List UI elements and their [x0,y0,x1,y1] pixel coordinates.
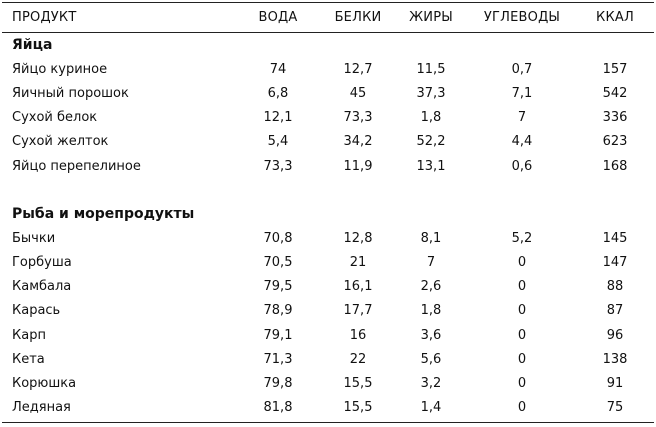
header-fat: ЖИРЫ [394,3,468,33]
product-name: Карась [12,303,61,319]
product-name: Камбала [12,279,72,295]
header-kcal: ККАЛ [576,3,654,33]
product-name: Яичный порошок [12,85,129,101]
cell-carbs: 0 [517,400,527,416]
cell-protein: 22 [349,351,367,367]
cell-fat: 2,6 [420,279,442,295]
table-body [2,33,654,420]
cell-carbs: 0 [517,303,527,319]
cell-carbs: 5,2 [511,230,533,246]
header-product: ПРОДУКТ [2,3,234,33]
cell-water: 5,4 [267,134,289,150]
cell-kcal: 147 [602,255,628,271]
cell-carbs: 0 [517,255,527,271]
table-row [2,347,654,371]
cell-protein: 17,7 [343,303,373,319]
cell-kcal: 623 [602,134,628,150]
header-carbs: УГЛЕВОДЫ [468,3,576,33]
cell-fat: 1,8 [420,303,442,319]
product-name: Яйцо перепелиное [12,158,141,174]
cell-water: 78,9 [263,303,293,319]
cell-carbs: 4,4 [511,134,533,150]
cell-carbs: 0 [517,351,527,367]
cell-fat: 1,4 [420,400,442,416]
cell-protein: 11,9 [343,158,373,174]
cell-fat: 13,1 [416,158,446,174]
cell-fat: 3,2 [420,376,442,392]
header-water: ВОДА [234,3,322,33]
table-row [2,323,654,347]
product-name: Сухой белок [12,110,98,126]
cell-water: 81,8 [263,400,293,416]
cell-kcal: 138 [602,351,628,367]
cell-water: 70,8 [263,230,293,246]
cell-protein: 73,3 [343,110,373,126]
cell-fat: 7 [426,255,436,271]
cell-protein: 15,5 [343,376,373,392]
cell-kcal: 168 [602,158,628,174]
spacer-cell [2,178,654,202]
table-row [2,226,654,250]
cell-carbs: 0,6 [511,158,533,174]
product-name: Сухой желток [12,134,109,150]
cell-water: 6,8 [267,85,289,101]
cell-protein: 21 [349,255,367,271]
section-title: Яйца [12,37,53,54]
cell-kcal: 88 [606,279,624,295]
cell-carbs: 0 [517,376,527,392]
header-protein: БЕЛКИ [322,3,394,33]
cell-fat: 52,2 [416,134,446,150]
cell-fat: 3,6 [420,327,442,343]
section-spacer [2,178,654,202]
table-row [2,275,654,299]
table-row [2,396,654,420]
cell-kcal: 96 [606,327,624,343]
cell-water: 73,3 [263,158,293,174]
cell-fat: 11,5 [416,61,446,77]
table-row [2,371,654,395]
table-row [2,106,654,130]
cell-kcal: 87 [606,303,624,319]
section-title: Рыба и морепродукты [12,206,195,223]
nutrition-table-container [2,2,654,423]
cell-fat: 1,8 [420,110,442,126]
cell-carbs: 0 [517,327,527,343]
table-row [2,251,654,275]
cell-water: 74 [269,61,287,77]
cell-fat: 5,6 [420,351,442,367]
cell-carbs: 7,1 [511,85,533,101]
section-title-row [2,33,654,58]
cell-kcal: 542 [602,85,628,101]
cell-water: 12,1 [263,110,293,126]
product-name: Корюшка [12,376,77,392]
product-name: Карп [12,327,46,343]
header-row [2,3,654,33]
cell-kcal: 157 [602,61,628,77]
cell-kcal: 145 [602,230,628,246]
cell-water: 79,5 [263,279,293,295]
cell-fat: 37,3 [416,85,446,101]
cell-protein: 45 [349,85,367,101]
product-name: Ледяная [12,400,71,416]
product-name: Горбуша [12,255,72,271]
table-row [2,81,654,105]
cell-carbs: 0,7 [511,61,533,77]
table-row [2,130,654,154]
nutrition-table [2,3,654,420]
table-row [2,57,654,81]
cell-protein: 16,1 [343,279,373,295]
product-name: Яйцо куриное [12,61,108,77]
table-row [2,299,654,323]
cell-protein: 34,2 [343,134,373,150]
table-row [2,154,654,178]
cell-fat: 8,1 [420,230,442,246]
cell-water: 79,1 [263,327,293,343]
product-name: Бычки [12,230,56,246]
cell-protein: 12,7 [343,61,373,77]
cell-kcal: 91 [606,376,624,392]
cell-water: 79,8 [263,376,293,392]
cell-protein: 15,5 [343,400,373,416]
cell-kcal: 75 [606,400,624,416]
cell-protein: 16 [349,327,367,343]
cell-water: 71,3 [263,351,293,367]
section-title-row [2,202,654,226]
cell-kcal: 336 [602,110,628,126]
cell-carbs: 0 [517,279,527,295]
cell-protein: 12,8 [343,230,373,246]
cell-water: 70,5 [263,255,293,271]
product-name: Кета [12,351,45,367]
cell-carbs: 7 [517,110,527,126]
